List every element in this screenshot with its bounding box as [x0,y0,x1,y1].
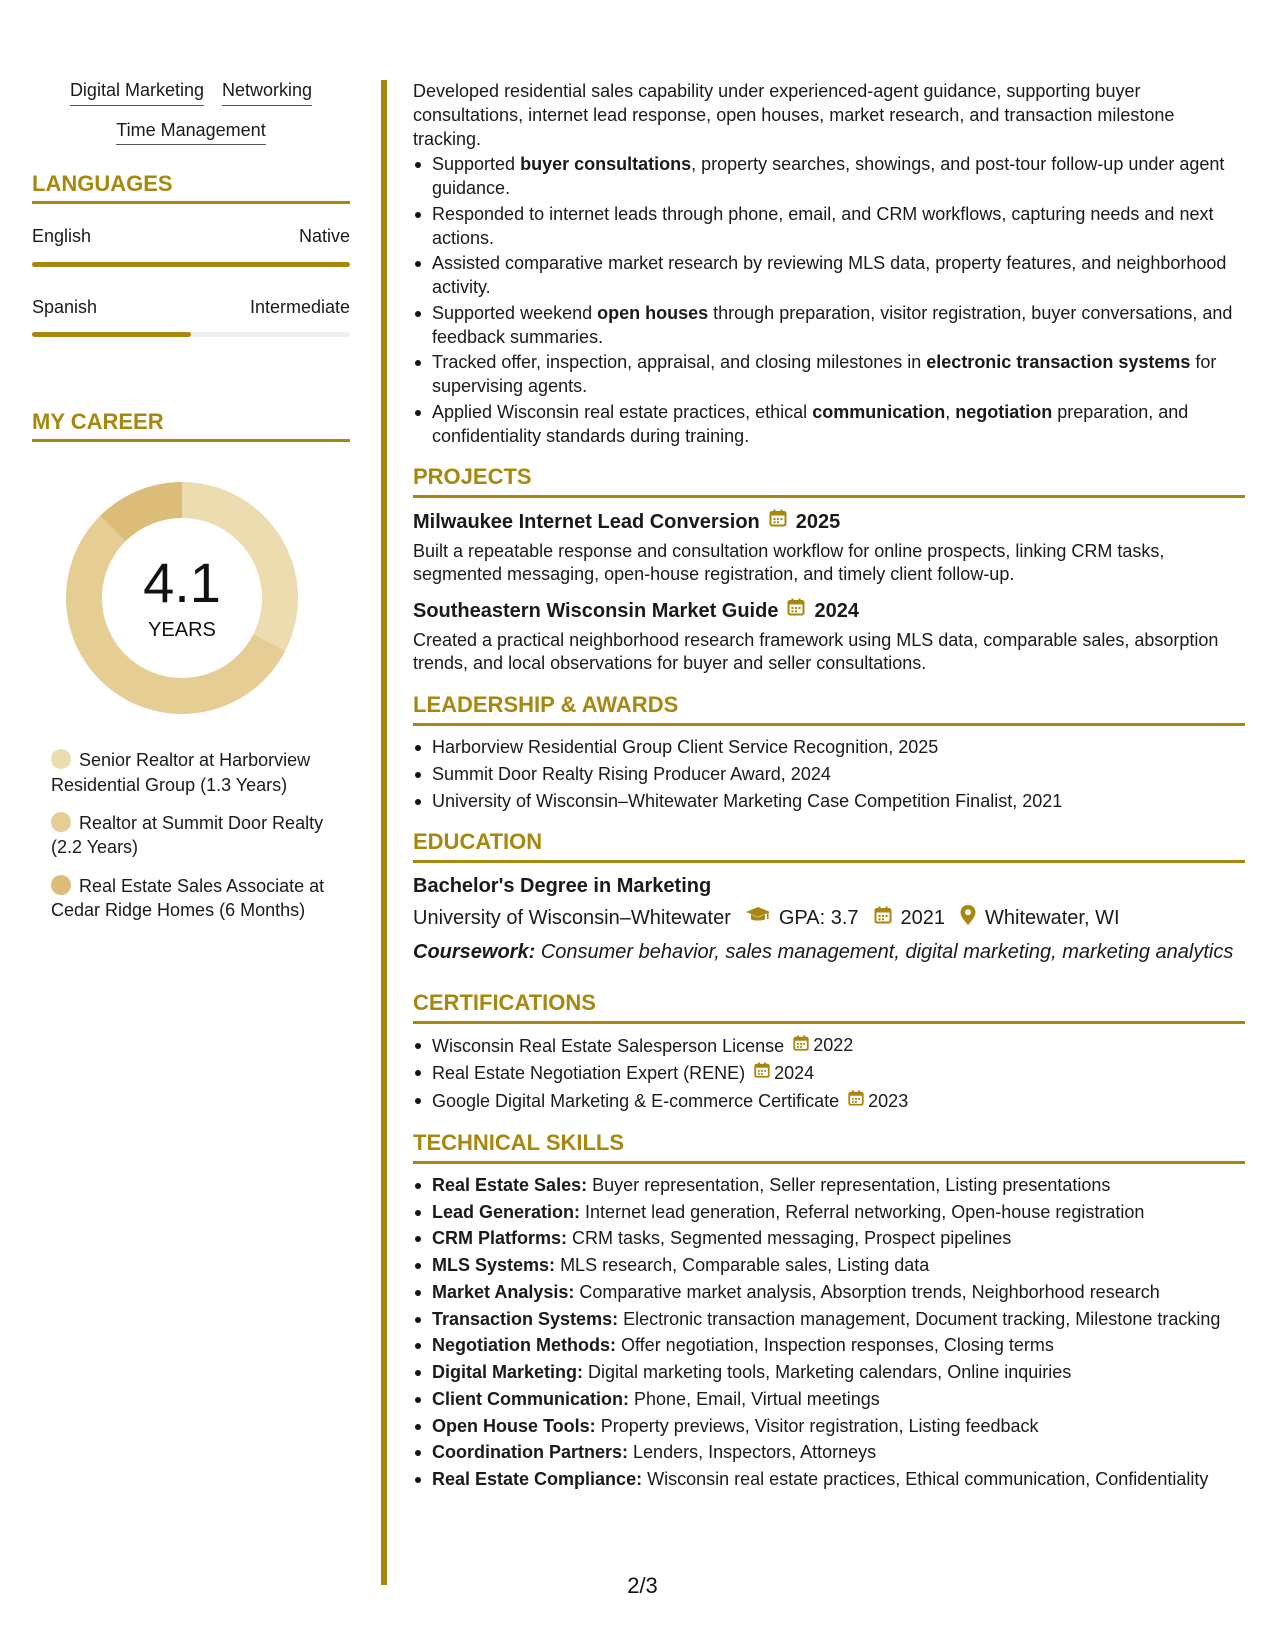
bullet-text: Responded to internet leads through phone, email, and CRM workflows, capturing needs and next actions. [432,203,1214,248]
calendar-icon [873,905,893,932]
bullet-text: through preparation, visitor registration, buyer conversations, and feedback summaries. [432,302,1233,347]
skill-tag: Digital Marketing [70,80,204,106]
career-legend-label: Real Estate Sales Associate at Cedar Ridge Homes (6 Months) [51,875,325,920]
language-name: English [32,226,92,247]
technical-skill-label: MLS Systems: [432,1255,556,1276]
technical-skill-label: Open House Tools: [432,1415,596,1436]
bold-keyword: buyer consultations [520,154,692,175]
technical-skill-label: Transaction Systems: [432,1308,619,1329]
legend-dot [51,749,71,769]
technical-skill-item [413,1468,1245,1492]
bullet-text: Supported weekend [432,302,598,323]
technical-skill-text: Comparative market analysis, Absorption trends, Neighborhood research [579,1281,1160,1302]
page-number-text: 2/3 [627,1573,658,1598]
career-donut-chart [66,482,298,714]
project-item [413,508,1245,587]
left-column [32,80,350,936]
experience-bullet [413,153,1245,201]
technical-skill-text: Digital marketing tools, Marketing calendars, Online inquiries [588,1362,1072,1383]
certification-name: Real Estate Negotiation Expert (RENE) [432,1063,746,1084]
certifications-heading: CERTIFICATIONS [413,988,1245,1024]
language-bar [32,262,350,267]
language-level: Intermediate [249,296,350,317]
bullet-text: Supported [432,154,521,175]
graduation-cap-icon [745,905,771,932]
legend-dot [51,812,71,832]
project-year: 2025 [795,510,841,533]
education-year: 2021 [900,907,946,930]
certification-year: 2024 [774,1062,815,1083]
awards-list [413,736,1245,813]
bullet-text: , [945,401,956,422]
technical-skill-label: Market Analysis: [432,1281,575,1302]
bullet-text: preparation, and confidentiality standards during training. [432,401,1189,446]
technical-skill-item [413,1415,1245,1439]
technical-skill-text: Phone, Email, Virtual meetings [634,1388,880,1409]
skill-tag: Networking [222,80,312,106]
award-item: University of Wisconsin–Whitewater Marketing Case Competition Finalist, 2021 [413,790,1245,814]
career-legend-item [51,811,331,860]
education-location: Whitewater, WI [985,907,1120,930]
calendar-icon [847,1089,865,1114]
education-school: University of Wisconsin–Whitewater [413,907,731,930]
experience-intro: Developed residential sales capability under experienced-agent guidance, supporting buyer consultations, internet lead response, open houses, market research, and transaction milestone tracking. [413,81,1175,149]
career-legend-label: Senior Realtor at Harborview Residential Group (1.3 Years) [51,750,311,795]
certification-name: Wisconsin Real Estate Salesperson License [432,1035,785,1056]
project-year: 2024 [814,599,859,622]
technical-skill-label: Real Estate Sales: [432,1174,588,1195]
career-legend-label: Realtor at Summit Door Realty (2.2 Years) [51,812,324,858]
bullet-text: Assisted comparative market research by reviewing MLS data, property features, and neighborhood activity. [432,253,1227,297]
experience-bullet [413,203,1245,251]
career-heading: MY CAREER [32,409,350,442]
language-level: Native [298,226,350,247]
technical-skill-label: Digital Marketing: [432,1362,584,1383]
career-legend-item [51,748,331,797]
languages-heading: LANGUAGES [32,171,350,204]
right-column [413,80,1245,1495]
technical-skill-item [413,1361,1245,1385]
project-title: Southeastern Wisconsin Market Guide [413,599,779,622]
certifications-list [413,1034,1245,1114]
technical-skill-text: Electronic transaction management, Document tracking, Milestone tracking [623,1308,1221,1329]
bullet-text: , property searches, showings, and post-tour follow-up under agent guidance. [432,154,1225,198]
technical-skill-label: Client Communication: [432,1388,629,1409]
bullet-text: Applied Wisconsin real estate practices, ethical [432,401,813,422]
language-name: Spanish [32,296,98,317]
calendar-icon [792,1034,810,1059]
experience-bullet [413,252,1245,300]
experience-bullets [413,153,1245,448]
language-bar-fill [32,262,350,267]
technical-skill-text: Property previews, Visitor registration, Listing feedback [600,1415,1039,1436]
calendar-icon [753,1061,771,1086]
technical-skill-item [413,1281,1245,1305]
awards-heading: LEADERSHIP & AWARDS [413,690,1245,726]
certification-item [413,1034,1245,1059]
technical-skill-text: Offer negotiation, Inspection responses, Closing terms [621,1335,1054,1356]
experience-bullet [413,401,1245,449]
career-legend-item [51,874,331,923]
projects-heading: PROJECTS [413,462,1245,498]
technical-skill-item [413,1201,1245,1225]
technical-skill-label: Coordination Partners: [432,1442,629,1463]
technical-skill-label: Negotiation Methods: [432,1335,616,1356]
experience-bullet [413,302,1245,350]
project-title: Milwaukee Internet Lead Conversion [413,510,760,533]
coursework-label: Coursework: [413,941,536,964]
certification-year: 2022 [813,1035,854,1056]
certification-item [413,1061,1245,1086]
technical-skills-list [413,1174,1245,1492]
project-item [413,597,1245,676]
award-item: Summit Door Realty Rising Producer Award, 2024 [413,763,1245,787]
technical-skill-label: Lead Generation: [432,1201,581,1222]
technical-skill-text: Wisconsin real estate practices, Ethical communication, Confidentiality [647,1469,1209,1490]
bullet-text: for supervising agents. [432,352,1217,396]
technical-skill-text: CRM tasks, Segmented messaging, Prospect pipelines [572,1228,1012,1249]
technical-skill-item [413,1174,1245,1198]
technical-skill-text: MLS research, Comparable sales, Listing data [560,1255,930,1276]
certification-year: 2023 [868,1090,909,1111]
technical-skill-item [413,1227,1245,1251]
bold-keyword: electronic transaction systems [926,352,1191,373]
project-description: Built a repeatable response and consultation workflow for online prospects, linking CRM tasks, segmented messaging, open-house registration, and timely client follow-up. [413,540,1165,585]
technical-skill-item [413,1334,1245,1358]
certification-item [413,1089,1245,1114]
calendar-icon [786,597,806,624]
certification-name: Google Digital Marketing & E-commerce Certificate [432,1091,840,1112]
language-item [32,226,350,267]
technical-skill-label: CRM Platforms: [432,1228,568,1249]
legend-dot [51,875,71,895]
education-coursework [413,939,1245,965]
technical-skill-label: Real Estate Compliance: [432,1469,643,1490]
career-legend [51,748,331,922]
experience-bullet [413,351,1245,399]
technical-skill-item [413,1441,1245,1465]
language-bar [32,332,350,337]
technical-skill-item [413,1254,1245,1278]
technical-skill-text: Internet lead generation, Referral networking, Open-house registration [585,1201,1145,1222]
award-item: Harborview Residential Group Client Service Recognition, 2025 [413,736,1245,760]
education-degree: Bachelor's Degree in Marketing [413,875,712,898]
skill-tags [32,80,350,145]
bullet-text: Tracked offer, inspection, appraisal, and closing milestones in [432,352,927,373]
technical-skill-text: Lenders, Inspectors, Attorneys [633,1442,877,1463]
language-bar-fill [32,332,191,337]
education-details [413,904,1245,933]
bold-keyword: communication [812,401,946,422]
technical-skill-item [413,1308,1245,1332]
career-total-unit: YEARS [148,618,216,641]
calendar-icon [768,508,788,535]
education-heading: EDUCATION [413,827,1245,863]
bold-keyword: open houses [597,302,709,323]
language-item [32,297,350,338]
coursework-text: Consumer behavior, sales management, digital marketing, marketing analytics [540,941,1234,964]
skill-tag: Time Management [116,120,265,146]
technical-skill-text: Buyer representation, Seller representation, Listing presentations [592,1174,1111,1195]
column-divider [381,80,387,1585]
project-description: Created a practical neighborhood research framework using MLS data, comparable sales, absorption trends, and local observations for buyer and seller consultations. [413,629,1219,674]
technical-skills-heading: TECHNICAL SKILLS [413,1128,1245,1164]
education-gpa: GPA: 3.7 [778,907,859,930]
bold-keyword: negotiation [955,401,1053,422]
map-pin-icon [959,904,977,933]
donut-center [66,482,298,714]
career-total-value: 4.1 [143,550,221,614]
page-number [0,1573,1275,1599]
technical-skill-item [413,1388,1245,1412]
